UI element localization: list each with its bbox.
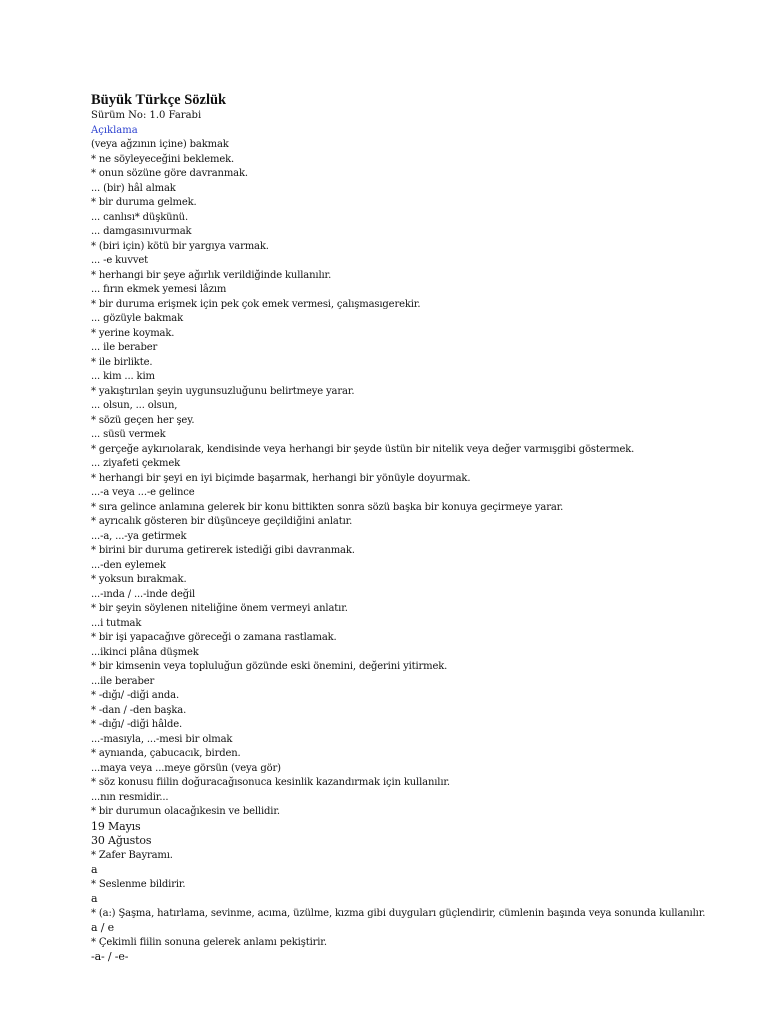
- entry-definition: * sıra gelince anlamına gelerek bir konu bittikten sonra sözü başka bir konuya geçirmeye yarar.: [91, 501, 564, 513]
- entry-headword: ... gözüyle bakmak: [91, 313, 184, 324]
- entry-headword: a: [91, 892, 98, 905]
- entry-definition: * yoksun bırakmak.: [91, 574, 187, 585]
- entry-definition: * bir durumun olacağıkesin ve bellidir.: [91, 806, 280, 817]
- document-title: Büyük Türkçe Sözlük: [91, 92, 227, 108]
- entry-headword: ...-masıyla, ...-mesi bir olmak: [91, 733, 233, 745]
- entry-headword: ... damgasınıvurmak: [91, 226, 192, 237]
- entry-definition: * birini bir duruma getirerek istediği gibi davranmak.: [91, 545, 355, 556]
- entry-headword: -a- / -e-: [91, 950, 129, 963]
- entry-definition: * (biri için) kötü bir yargıya varmak.: [91, 240, 269, 252]
- entry-definition: * ile birlikte.: [91, 356, 153, 368]
- entry-definition: * sözü geçen her şey.: [91, 414, 195, 426]
- entry-definition: * ne söyleyeceğini beklemek.: [91, 153, 235, 165]
- description-link[interactable]: Açıklama: [91, 124, 138, 136]
- entry-headword: ... ile beraber: [91, 342, 158, 353]
- entry-headword: ...i tutmak: [91, 617, 142, 629]
- document-page: [91, 92, 711, 965]
- entry-definition: * Çekimli fiilin sonuna gelerek anlamı pekiştirir.: [91, 936, 327, 948]
- entry-definition: * Seslenme bildirir.: [91, 878, 186, 890]
- entry-headword: ... (bir) hâl almak: [91, 182, 176, 194]
- entry-headword: ... -e kuvvet: [91, 255, 148, 266]
- entry-headword: ...nın resmidir...: [91, 791, 169, 803]
- entry-definition: * bir duruma gelmek.: [91, 197, 197, 208]
- entry-headword: 19 Mayıs: [91, 819, 141, 833]
- entry-headword: ...-a, ...-ya getirmek: [91, 530, 187, 542]
- entry-headword: ... süsü vermek: [91, 429, 166, 440]
- entry-definition: * (a:) Şaşma, hatırlama, sevinme, acıma, üzülme, kızma gibi duyguları güçlendirir, cümlenin başında veya sonunda kullanılır.: [91, 907, 706, 919]
- entry-headword: ... ziyafeti çekmek: [91, 458, 180, 469]
- entry-headword: ...ile beraber: [91, 675, 155, 687]
- entry-definition: * aynıanda, çabucacık, birden.: [91, 748, 241, 759]
- entry-headword: (veya ağzının içine) bakmak: [91, 139, 229, 150]
- entry-headword: ... olsun, ... olsun,: [91, 400, 178, 411]
- entry-definition: * bir duruma erişmek için pek çok emek vermesi, çalışmasıgerekir.: [91, 298, 421, 310]
- entry-definition: * onun sözüne göre davranmak.: [91, 168, 248, 179]
- entry-headword: ...-den eylemek: [91, 559, 166, 571]
- entry-headword: ... canlısı* düşkünü.: [91, 211, 189, 223]
- version-line: Sürüm No: 1.0 Farabi: [91, 110, 202, 121]
- entry-headword: a: [91, 863, 98, 876]
- entry-headword: ...-a veya ...-e gelince: [91, 487, 195, 498]
- entry-definition: * -dığı/ -diği anda.: [91, 690, 180, 701]
- dictionary-entries: [91, 138, 711, 965]
- entry-headword: ...ikinci plâna düşmek: [91, 646, 199, 658]
- entry-headword: a / e: [91, 921, 115, 934]
- entry-definition: * Zafer Bayramı.: [91, 849, 173, 861]
- entry-definition: * yakıştırılan şeyin uygunsuzluğunu belirtmeye yarar.: [91, 385, 355, 397]
- entry-definition: * ayrıcalık gösteren bir düşünceye geçildiğini anlatır.: [91, 516, 353, 527]
- entry-definition: * bir kimsenin veya topluluğun gözünde eski önemini, değerini yitirmek.: [91, 661, 448, 672]
- entry-definition: * bir işi yapacağıve göreceği o zamana rastlamak.: [91, 632, 337, 643]
- entry-headword: 30 Ağustos: [91, 834, 152, 847]
- entry-definition: * -dığı/ -diği hâlde.: [91, 719, 183, 730]
- entry-definition: * herhangi bir şeye ağırlık verildiğinde kullanılır.: [91, 269, 332, 281]
- entry-headword: ...maya veya ...meye görsün (veya gör): [91, 762, 281, 774]
- entry-definition: * bir şeyin söylenen niteliğine önem vermeyi anlatır.: [91, 603, 348, 614]
- entry-definition: * -dan / -den başka.: [91, 704, 187, 716]
- entry-definition: * herhangi bir şeyi en iyi biçimde başarmak, herhangi bir yönüyle doyurmak.: [91, 472, 471, 484]
- entry-definition: * gerçeğe aykırıolarak, kendisinde veya herhangi bir şeyde üstün bir nitelik veya değer varmışgibi göstermek.: [91, 443, 635, 455]
- entry-definition: * söz konusu fiilin doğuracağısonuca kesinlik kazandırmak için kullanılır.: [91, 777, 450, 788]
- entry-headword: ... fırın ekmek yemesi lâzım: [91, 284, 227, 295]
- entry-headword: ... kim ... kim: [91, 371, 155, 382]
- entry-headword: ...-ında / ...-inde değil: [91, 588, 196, 600]
- entry-definition: * yerine koymak.: [91, 327, 175, 339]
